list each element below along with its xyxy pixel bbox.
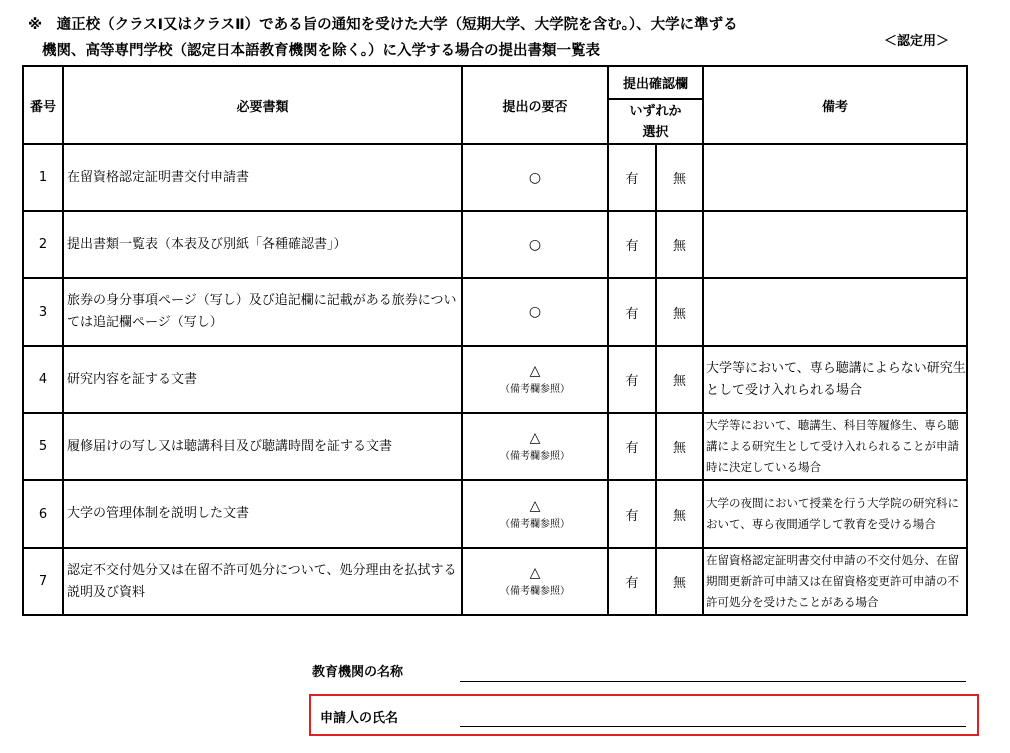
row-document: 在留資格認定証明書交付申請書: [63, 144, 462, 211]
header-confirm-sub2: 選択: [642, 124, 669, 140]
row-required: [462, 211, 608, 278]
row-number: 3: [23, 278, 63, 346]
row-number: 4: [23, 346, 63, 413]
row-remarks: 大学の夜間において授業を行う大学院の研究科において、専ら夜間通学して教育を受ける場合: [703, 480, 967, 548]
required-symbol: △: [529, 565, 541, 581]
confirm-no[interactable]: 無: [656, 211, 703, 278]
row-required: [462, 278, 608, 346]
confirm-no[interactable]: 無: [656, 278, 703, 346]
header-confirm-sub1: いずれか: [629, 103, 682, 119]
documents-table: [22, 65, 968, 616]
required-note: （備考欄参照）: [500, 384, 570, 395]
row-remarks: [703, 211, 967, 278]
certification-tag: ＜認定用＞: [884, 34, 950, 49]
required-symbol: △: [529, 497, 541, 514]
confirm-yes[interactable]: 有: [608, 278, 656, 346]
confirm-no[interactable]: 無: [656, 413, 703, 480]
table-row: [23, 346, 967, 413]
row-document: 旅券の身分事項ページ（写し）及び追記欄に記載がある旅券については追記欄ページ（写し）: [63, 278, 462, 346]
required-symbol: △: [529, 363, 541, 379]
required-symbol: ○: [528, 236, 542, 253]
applicant-field[interactable]: [460, 710, 966, 727]
confirm-no[interactable]: 無: [656, 144, 703, 211]
confirm-yes[interactable]: 有: [608, 548, 656, 615]
row-document: 履修届けの写し又は聴講科目及び聴講時間を証する文書: [63, 413, 462, 480]
header-row: [23, 66, 967, 99]
required-note: （備考欄参照）: [500, 586, 570, 597]
row-number: 6: [23, 480, 63, 548]
row-document: 大学の管理体制を説明した文書: [63, 480, 462, 548]
confirm-no[interactable]: 無: [656, 480, 703, 548]
row-remarks: [703, 278, 967, 346]
confirm-yes[interactable]: 有: [608, 346, 656, 413]
row-required: [462, 144, 608, 211]
row-required: [462, 346, 608, 413]
confirm-yes[interactable]: 有: [608, 413, 656, 480]
confirm-yes[interactable]: 有: [608, 211, 656, 278]
table-row: [23, 548, 967, 615]
table-row: [23, 211, 967, 278]
table-row: [23, 278, 967, 346]
title-line-1: ※ 適正校（クラスⅠ又はクラスⅡ）である旨の通知を受けた大学（短期大学、大学院を含む。）、大学に準ずる: [28, 17, 738, 33]
institution-label: 教育機関の名称: [312, 665, 404, 680]
row-remarks: [703, 144, 967, 211]
required-note: （備考欄参照）: [500, 518, 570, 530]
row-number: 7: [23, 548, 63, 615]
confirm-no[interactable]: 無: [656, 346, 703, 413]
header-number: 番号: [23, 66, 63, 144]
required-symbol: ○: [528, 304, 542, 320]
row-required: [462, 548, 608, 615]
institution-field[interactable]: [460, 665, 966, 682]
header-required: 提出の要否: [462, 66, 608, 144]
title-line-2: 機関、高等専門学校（認定日本語教育機関を除く。）に入学する場合の提出書類一覧表: [42, 43, 600, 59]
row-number: 2: [23, 211, 63, 278]
row-document: 提出書類一覧表（本表及び別紙「各種確認書」）: [63, 211, 462, 278]
confirm-yes[interactable]: 有: [608, 144, 656, 211]
row-number: 1: [23, 144, 63, 211]
required-note: （備考欄参照）: [500, 451, 570, 462]
header-confirm-sub: [608, 99, 703, 144]
required-symbol: △: [529, 430, 541, 446]
applicant-label: 申請人の氏名: [320, 711, 399, 726]
row-required: [462, 413, 608, 480]
required-symbol: ○: [528, 169, 542, 186]
confirm-no[interactable]: 無: [656, 548, 703, 615]
row-remarks: 大学等において、専ら聴講によらない研究生として受け入れられる場合: [703, 346, 967, 413]
row-remarks: 大学等において、聴講生、科目等履修生、専ら聴講による研究生として受け入れられることが申請時に決定している場合: [703, 413, 967, 480]
confirm-yes[interactable]: 有: [608, 480, 656, 548]
header-documents: 必要書類: [63, 66, 462, 144]
table-row: [23, 144, 967, 211]
row-document: 研究内容を証する文書: [63, 346, 462, 413]
row-remarks: 在留資格認定証明書交付申請の不交付処分、在留期間更新許可申請又は在留資格変更許可申請の不許可処分を受けたことがある場合: [703, 548, 967, 615]
table-row: [23, 480, 967, 548]
row-required: [462, 480, 608, 548]
header-remarks: 備考: [703, 66, 967, 144]
table-row: [23, 413, 967, 480]
row-number: 5: [23, 413, 63, 480]
header-confirm: 提出確認欄: [608, 66, 703, 99]
row-document: 認定不交付処分又は在留不許可処分について、処分理由を払拭する説明及び資料: [63, 548, 462, 615]
document-title: [28, 12, 738, 64]
